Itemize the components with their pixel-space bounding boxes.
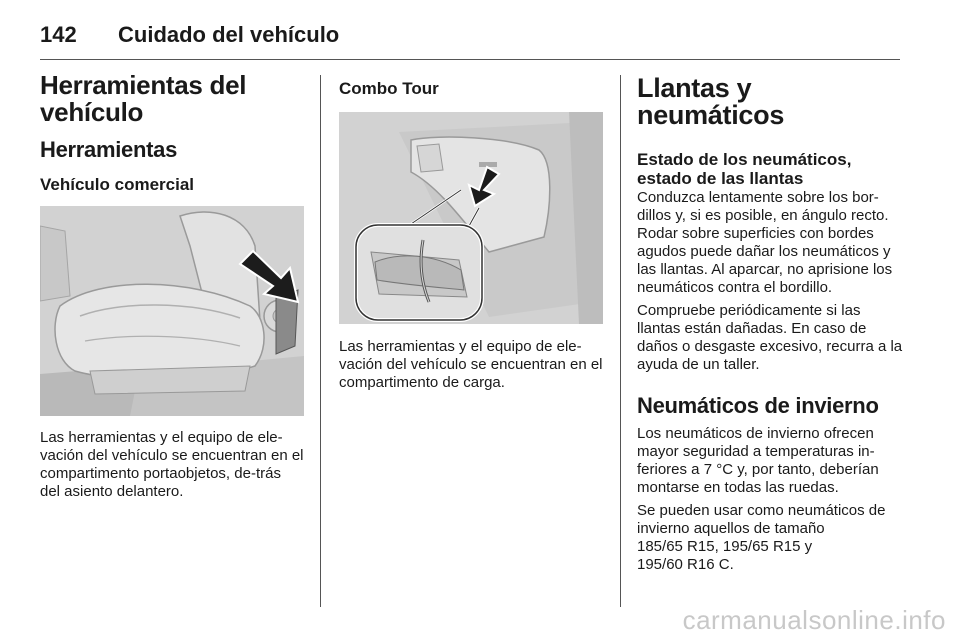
watermark: carmanualsonline.info bbox=[682, 605, 946, 635]
subsection-title-winter-tyres: Neumáticos de invierno bbox=[637, 393, 879, 418]
column-divider-1 bbox=[320, 75, 321, 607]
column-divider-2 bbox=[620, 75, 621, 607]
caption-commercial-vehicle: Las herramientas y el equipo de ele-vación del vehículo se encuentran en el compartimento portaobjetos, de-trás del asiento delantero. bbox=[40, 429, 304, 500]
subheading-combo-tour: Combo Tour bbox=[339, 79, 439, 98]
cargo-tools-figure bbox=[339, 112, 603, 324]
subheading-commercial-vehicle: Vehículo comercial bbox=[40, 175, 195, 194]
page-header bbox=[40, 14, 900, 54]
column-3 bbox=[637, 72, 905, 574]
header-rule bbox=[40, 59, 900, 60]
winter-tyres-paragraph-1: Los neumáticos de invierno ofrecen mayor seguridad a temperaturas in-feriores a 7 °C y, por tanto, deberían montarse en todas las ruedas. bbox=[637, 425, 879, 496]
tyre-condition-paragraph-2: Compruebe periódicamente si las llantas están dañadas. En caso de daños o desgaste excesivo, recurra a la ayuda de un taller. bbox=[637, 302, 903, 373]
cargo-illustration bbox=[339, 112, 603, 324]
page-number: 142 bbox=[40, 22, 77, 47]
tyre-condition-paragraph-1: Conduzca lentamente sobre los bor-dillos y, si es posible, en ángulo recto. Rodar sobre superficies con bordes agudos puede dañar los neumáticos y las llantas. Al aparcar, no aprisione los neumáticos contra el bordillo. bbox=[637, 189, 893, 296]
column-1 bbox=[40, 72, 304, 501]
caption-combo-tour: Las herramientas y el equipo de ele-vación del vehículo se encuentran en el compartimento de carga. bbox=[339, 338, 603, 391]
column-2 bbox=[339, 72, 603, 392]
section-title-tools: Herramientas del vehículo bbox=[40, 70, 247, 127]
winter-tyre-size-line-2: 195/60 R16 C. bbox=[637, 556, 734, 573]
seat-tools-figure bbox=[40, 206, 304, 416]
subsection-title-tools: Herramientas bbox=[40, 137, 178, 162]
winter-tyre-size-line-1: 185/65 R15, 195/65 R15 y bbox=[637, 538, 813, 555]
subheading-tyre-condition: Estado de los neumáticos, estado de las llantas bbox=[637, 150, 852, 188]
seat-illustration bbox=[40, 206, 304, 416]
running-title: Cuidado del vehículo bbox=[118, 22, 340, 47]
section-title-wheels-tyres: Llantas y neumáticos bbox=[637, 73, 785, 130]
winter-tyres-paragraph-2: Se pueden usar como neumáticos de invierno aquellos de tamaño bbox=[637, 502, 886, 537]
